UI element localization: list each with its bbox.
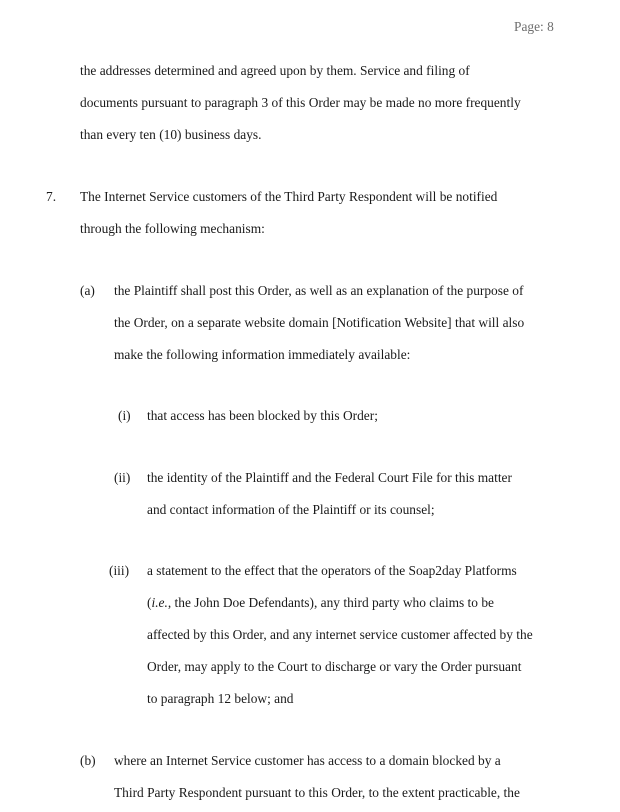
item-a-line-2: the Order, on a separate website domain [Notification Website] that will also: [114, 315, 525, 330]
sub-ii-line-1: the identity of the Plaintiff and the Federal Court File for this matter: [147, 470, 512, 485]
intro-line-1: the addresses determined and agreed upon by them. Service and filing of: [80, 63, 470, 78]
sub-i-line-1: that access has been blocked by this Order;: [147, 408, 378, 423]
sub-i-marker: (i): [118, 408, 131, 423]
item-b-marker: (b): [80, 753, 96, 768]
intro-line-3: than every ten (10) business days.: [80, 127, 262, 142]
sub-iii-line-2: [147, 594, 494, 612]
sub-iii-line-2-rest: , the John Doe Defendants), any third party who claims to be: [167, 595, 494, 610]
sub-ii-line-2: and contact information of the Plaintiff or its counsel;: [147, 502, 435, 517]
sub-ii-marker: (ii): [114, 470, 131, 485]
sub-iii-line-1: a statement to the effect that the operators of the Soap2day Platforms: [147, 563, 517, 578]
sub-iii-line-3: affected by this Order, and any internet service customer affected by the: [147, 627, 533, 642]
paragraph-7-line-2: through the following mechanism:: [80, 221, 265, 236]
sub-iii-line-5: to paragraph 12 below; and: [147, 691, 294, 706]
item-a-line-3: make the following information immediately available:: [114, 347, 411, 362]
item-a-marker: (a): [80, 283, 95, 298]
sub-iii-line-4: Order, may apply to the Court to discharge or vary the Order pursuant: [147, 659, 522, 674]
item-b-line-2: Third Party Respondent pursuant to this Order, to the extent practicable, the: [114, 785, 520, 800]
intro-line-2: documents pursuant to paragraph 3 of this Order may be made no more frequently: [80, 95, 521, 110]
page-number: Page: 8: [514, 19, 554, 34]
paragraph-7-line-1: The Internet Service customers of the Third Party Respondent will be notified: [80, 189, 498, 204]
sub-iii-line-2-ie: i.e.: [151, 595, 168, 610]
item-b-line-1: where an Internet Service customer has access to a domain blocked by a: [114, 753, 501, 768]
sub-iii-marker: (iii): [109, 563, 130, 578]
sub-iii-line-2-open-paren: (: [147, 595, 152, 610]
item-a-line-1: the Plaintiff shall post this Order, as well as an explanation of the purpose of: [114, 283, 524, 298]
paragraph-7-number: 7.: [46, 189, 57, 204]
